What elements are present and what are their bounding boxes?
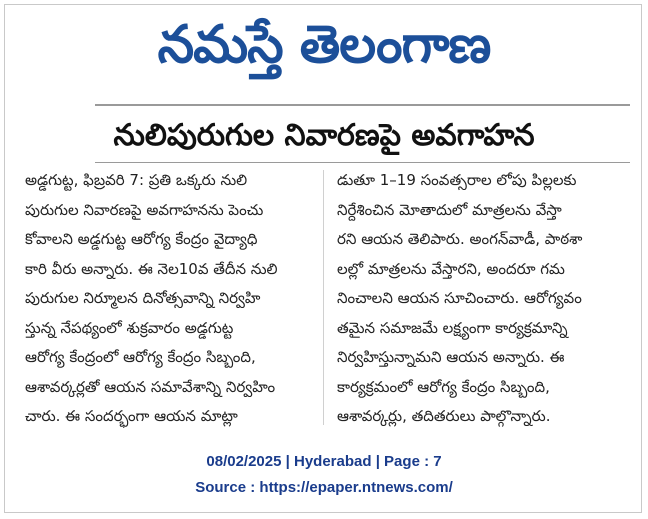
- publication-date-line: 08/02/2025 | Hyderabad | Page : 7: [206, 453, 442, 470]
- article-line: ఆరోగ్య కేంద్రంలో ఆరోగ్య కేంద్రం సిబ్బంది,: [25, 348, 256, 366]
- article-line: కోవాలని అడ్డగుట్ట ఆరోగ్య కేంద్రం వైద్యాధి: [25, 230, 258, 248]
- article-line: అడ్డగుట్ట, ఫిబ్రవరి 7: ప్రతి ఒక్కరు నులి: [25, 171, 248, 189]
- article-line: కార్యక్రమంలో ఆరోగ్య కేంద్రం సిబ్బంది,: [337, 377, 550, 396]
- column-divider: [323, 170, 324, 425]
- article-line: ఆశావర్కర్లు, తదితరులు పాల్గొన్నారు.: [337, 407, 551, 425]
- article-column-left: [25, 166, 310, 432]
- article-line: కారి వీరు అన్నారు. ఈ నెల10వ తేదీన నులి: [25, 259, 278, 278]
- newspaper-masthead: నమస్తే తెలంగాణ: [157, 15, 491, 75]
- article-line: డుతూ 1–19 సంవత్సరాల లోపు పిల్లలకు: [337, 171, 577, 189]
- masthead-divider: [95, 104, 630, 106]
- article-line: పురుగుల నిర్మూలన దినోత్సవాన్ని నిర్వహి: [25, 289, 261, 307]
- article-line: చారు. ఈ సందర్భంగా ఆయన మాట్లా: [25, 407, 238, 425]
- headline-divider: [95, 162, 630, 163]
- source-link[interactable]: Source : https://epaper.ntnews.com/: [195, 479, 453, 496]
- article-line: నిర్వహిస్తున్నామని ఆయన అన్నారు. ఈ: [337, 348, 565, 366]
- article-line: నిర్దేశించిన మోతాదులో మాత్రలను వేస్తా: [337, 200, 562, 219]
- article-line: పురుగుల నివారణపై అవగాహనను పెంచు: [25, 200, 264, 219]
- article-line: ఆశావర్కర్లతో ఆయన సమావేశాన్ని నిర్వహిం: [25, 377, 276, 396]
- article-line: స్తున్న నేపథ్యంలో శుక్రవారం అడ్డగుట్ట: [25, 318, 234, 337]
- article-line: లల్లో మాత్రలను వేస్తారని, అందరూ గమ: [337, 259, 565, 278]
- article-column-right: [337, 166, 622, 432]
- article-headline: నులిపురుగుల నివారణపై అవగాహన: [113, 118, 535, 153]
- article-line: తమైన సమాజమే లక్ష్యంగా కార్యక్రమాన్ని: [337, 318, 568, 337]
- article-line: రని ఆయన తెలిపారు. అంగన్‌వాడీ, పాఠశా: [337, 230, 583, 248]
- article-line: నించాలని ఆయన సూచించారు. ఆరోగ్యవం: [337, 289, 582, 307]
